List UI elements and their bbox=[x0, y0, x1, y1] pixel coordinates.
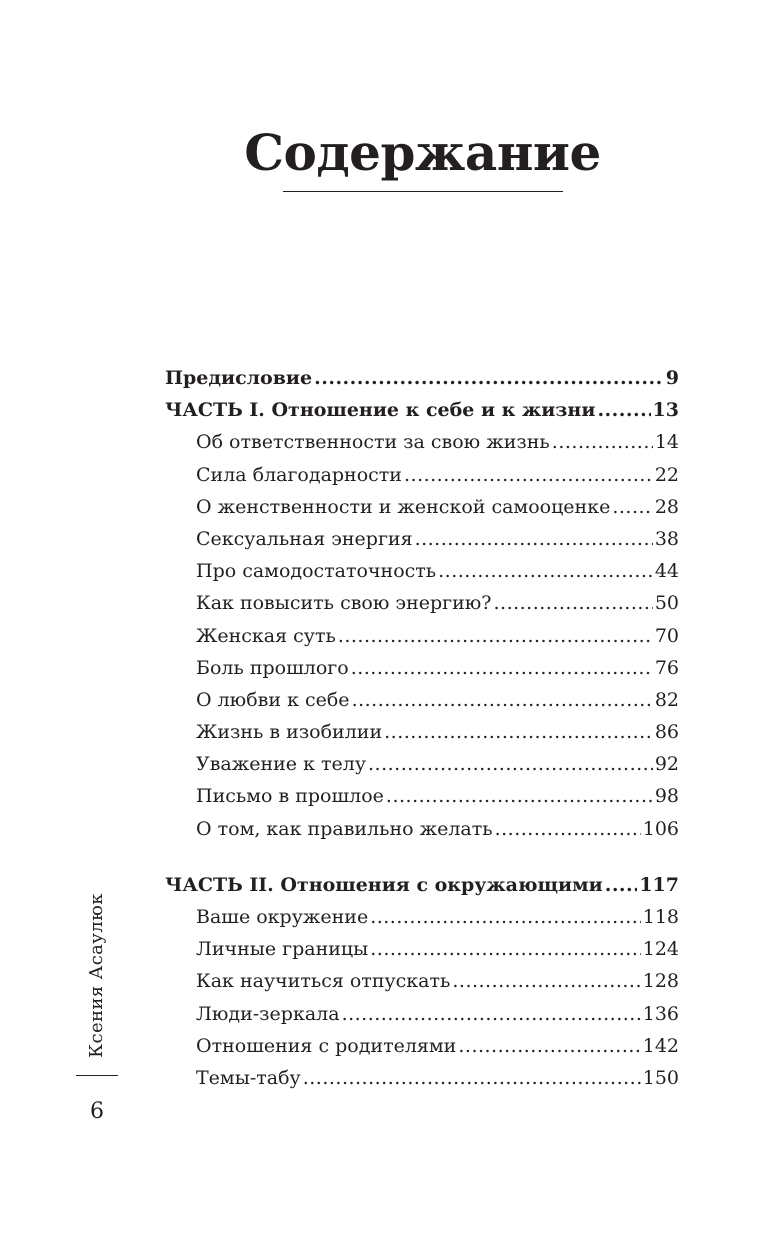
running-header-author bbox=[64, 892, 129, 1058]
toc-entry[interactable] bbox=[165, 970, 679, 1002]
toc-entry[interactable] bbox=[165, 753, 679, 785]
toc-entry-page: 13 bbox=[652, 399, 679, 422]
toc-entry-page: 124 bbox=[642, 938, 679, 961]
folio-rule bbox=[76, 1075, 118, 1076]
toc-entry-label: О женственности и женской самооценке bbox=[196, 495, 611, 518]
toc-entry-page: 44 bbox=[654, 560, 679, 583]
dot-leader bbox=[351, 657, 653, 679]
dot-leader bbox=[612, 496, 652, 518]
toc-entry-label: Женская суть bbox=[196, 624, 336, 647]
toc-entry[interactable] bbox=[165, 1067, 679, 1099]
toc-entry[interactable] bbox=[165, 721, 679, 753]
toc-entry-label: О любви к себе bbox=[196, 688, 350, 711]
toc-part-2[interactable] bbox=[165, 874, 679, 906]
toc-entry-label: Уважение к телу bbox=[196, 753, 367, 776]
dot-leader bbox=[352, 689, 653, 711]
toc-entry-label: Личные границы bbox=[196, 938, 369, 961]
toc-entry-label: Отношения с родителями bbox=[196, 1034, 457, 1057]
dot-leader bbox=[342, 1003, 641, 1025]
toc-entry-page: 28 bbox=[654, 495, 679, 518]
toc-entry[interactable] bbox=[165, 625, 679, 657]
dot-leader bbox=[415, 528, 653, 550]
toc-entry-label: Предисловие bbox=[165, 367, 313, 389]
toc-entry[interactable] bbox=[165, 431, 679, 463]
toc-entry-label: Ваше окружение bbox=[196, 906, 369, 928]
toc-entry-label: Об ответственности за свою жизнь bbox=[196, 431, 550, 454]
toc-entry-label: Как повысить свою энергию? bbox=[196, 592, 492, 615]
toc-entry-page: 14 bbox=[654, 431, 679, 454]
toc-entry-page: 86 bbox=[654, 721, 679, 744]
dot-leader bbox=[495, 818, 641, 840]
dot-leader bbox=[552, 431, 653, 453]
page-number: 6 bbox=[90, 1099, 104, 1124]
toc-entry-label: Темы-табу bbox=[196, 1066, 301, 1089]
toc-entry-page: 118 bbox=[642, 906, 679, 928]
toc-entry[interactable] bbox=[165, 560, 679, 592]
toc-entry-page: 92 bbox=[654, 753, 679, 776]
toc-entry[interactable] bbox=[165, 592, 679, 624]
dot-leader bbox=[404, 464, 653, 486]
toc-entry-label: Про самодостаточность bbox=[196, 560, 437, 583]
toc-part-1[interactable] bbox=[165, 399, 679, 431]
dot-leader bbox=[314, 367, 664, 389]
toc-entry[interactable] bbox=[165, 496, 679, 528]
dot-leader bbox=[493, 592, 652, 614]
toc-entry-preface[interactable] bbox=[165, 367, 679, 399]
toc-entry-label: Жизнь в изобилии bbox=[196, 721, 383, 744]
dot-leader bbox=[370, 906, 641, 928]
toc-entry-page: 70 bbox=[654, 624, 679, 647]
dot-leader bbox=[386, 785, 653, 807]
dot-leader bbox=[384, 721, 653, 743]
toc-entry-label: Сила благодарности bbox=[196, 463, 402, 486]
toc-entry-page: 98 bbox=[654, 785, 679, 808]
toc-entry-page: 117 bbox=[639, 873, 679, 896]
toc-entry-label: ЧАСТЬ II. Отношения с окружающими bbox=[165, 873, 603, 896]
dot-leader bbox=[605, 874, 638, 896]
toc-entry[interactable] bbox=[165, 528, 679, 560]
dot-leader bbox=[370, 938, 640, 960]
toc-entry-label: Как научиться отпускать bbox=[196, 970, 451, 993]
toc-entry-page: 136 bbox=[642, 1002, 679, 1025]
toc-entry-page: 50 bbox=[654, 592, 679, 615]
dot-leader bbox=[368, 753, 653, 775]
toc-entry[interactable] bbox=[165, 689, 679, 721]
toc-entry-page: 38 bbox=[654, 527, 679, 550]
toc-entry[interactable] bbox=[165, 938, 679, 970]
toc-entry-page: 128 bbox=[642, 970, 679, 993]
toc-entry-page: 22 bbox=[654, 463, 679, 486]
toc-entry[interactable] bbox=[165, 657, 679, 689]
dot-leader bbox=[438, 560, 653, 582]
toc-entry-label: ЧАСТЬ I. Отношение к себе и к жизни bbox=[165, 399, 596, 422]
toc-entry-label: Боль прошлого bbox=[196, 656, 349, 679]
toc-entry-page: 142 bbox=[642, 1034, 679, 1057]
toc-entry-label: О том, как правильно желать bbox=[196, 817, 493, 840]
dot-leader bbox=[597, 399, 650, 421]
toc-entry-page: 9 bbox=[665, 367, 679, 389]
dot-leader bbox=[338, 625, 653, 647]
toc-entry-label: Письмо в прошлое bbox=[196, 785, 384, 808]
toc-entry[interactable] bbox=[165, 785, 679, 817]
toc-entry[interactable] bbox=[165, 906, 679, 938]
toc-entry-label: Люди-зеркала bbox=[196, 1002, 340, 1025]
title-underline bbox=[283, 191, 563, 192]
toc-entry[interactable] bbox=[165, 818, 679, 850]
author-name: Ксения Асаулюк bbox=[86, 892, 108, 1058]
toc-entry[interactable] bbox=[165, 1003, 679, 1035]
toc-entry-label: Сексуальная энергия bbox=[196, 527, 413, 550]
toc-entry-page: 106 bbox=[642, 817, 679, 840]
page-title: Содержание bbox=[244, 123, 601, 182]
section-gap bbox=[165, 850, 679, 874]
toc-entry[interactable] bbox=[165, 1035, 679, 1067]
toc-entry[interactable] bbox=[165, 464, 679, 496]
toc-entry-page: 76 bbox=[654, 656, 679, 679]
dot-leader bbox=[303, 1067, 641, 1089]
toc-entry-page: 82 bbox=[654, 688, 679, 711]
table-of-contents bbox=[165, 367, 679, 1099]
dot-leader bbox=[458, 1035, 640, 1057]
toc-entry-page: 150 bbox=[642, 1066, 679, 1089]
dot-leader bbox=[452, 970, 640, 992]
